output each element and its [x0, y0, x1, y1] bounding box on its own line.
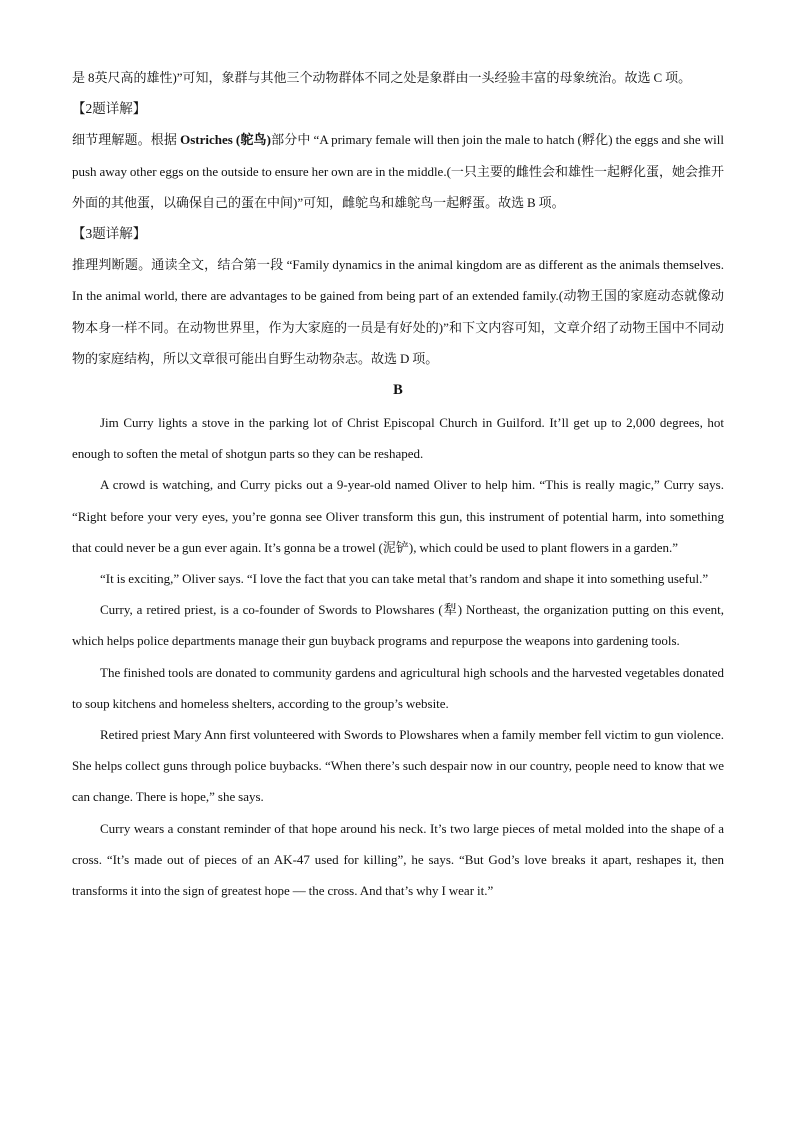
q2-text-after: 部分中 “A primary female will then join the male to hatch (孵化) the eggs and she will push away other eggs on the outside to ensure her own are in the middle.(一只主要的雌性会和雄性一起孵化蛋，她会推开外面的其他蛋，以确保自己的蛋在中间)”可知，雌鸵鸟和雄鸵鸟一起孵蛋。故选 B 项。	[72, 132, 724, 210]
passage-paragraph: Curry wears a constant reminder of that hope around his neck. It’s two large pieces of metal molded into the shape of a cross. “It’s made out of pieces of an AK-47 used for killing”, he says. “But God’s love breaks it apart, reshapes it, then transforms it into the sign of greatest hope — the cross. And that’s why I wear it.”	[72, 820, 724, 899]
q2-text-before: 细节理解题。根据	[72, 132, 181, 148]
q3-explanation: 推理判断题。通读全文，结合第一段 “Family dynamics in the animal kingdom are as different as the animals themselves. In the animal world, there are advantages to be gained from being part of an extended family.(动物王国的家庭动态就像动物本身一样不同。在动物世界里，作为大家庭的一员是有好处的)”和下文内容可知，文章介绍了动物王国中不同动物的家庭结构，所以文章很可能出自野生动物杂志。故选 D 项。	[72, 257, 724, 366]
passage-paragraph: Retired priest Mary Ann first volunteered with Swords to Plowshares when a family member fell victim to gun violence. She helps collect guns through police buybacks. “When there’s such despair now in our country, people need to know that we can change. There is hope,” she says.	[72, 727, 724, 805]
q2-heading: 【2题详解】	[72, 101, 147, 117]
passage-paragraph: “It is exciting,” Oliver says. “I love the fact that you can take metal that’s random and shape it into something useful.”	[100, 571, 709, 587]
passage-b-title: B	[393, 382, 403, 399]
q3-heading: 【3题详解】	[72, 226, 147, 242]
passage-paragraph: The finished tools are donated to community gardens and agricultural high schools and the harvested vegetables donated to soup kitchens and homeless shelters, according to the group’s website.	[72, 664, 724, 711]
document-page	[72, 62, 724, 906]
q1-explanation-continuation: 是 8英尺高的雄性)”可知，象群与其他三个动物群体不同之处是象群由一头经验丰富的母象统治。故选 C 项。	[72, 70, 692, 85]
q2-bold-term: Ostriches (鸵鸟)	[180, 132, 271, 148]
q2-explanation	[72, 124, 724, 218]
passage-paragraph: Jim Curry lights a stove in the parking lot of Christ Episcopal Church in Guilford. It’ll get up to 2,000 degrees, hot enough to soften the metal of shotgun parts so they can be reshaped.	[72, 415, 724, 462]
passage-paragraph: A crowd is watching, and Curry picks out a 9-year-old named Oliver to help him. “This is really magic,” Curry says. “Right before your very eyes, you’re gonna see Oliver transform this gun, this instrument of potential harm, into something that could never be a gun ever again. It’s gonna be a trowel (泥铲), which could be used to plant flowers in a garden.”	[72, 477, 724, 555]
passage-paragraph: Curry, a retired priest, is a co-founder of Swords to Plowshares (犁) Northeast, the organization putting on this event, which helps police departments manage their gun buyback programs and repurpose the weapons into gardening tools.	[72, 602, 724, 649]
